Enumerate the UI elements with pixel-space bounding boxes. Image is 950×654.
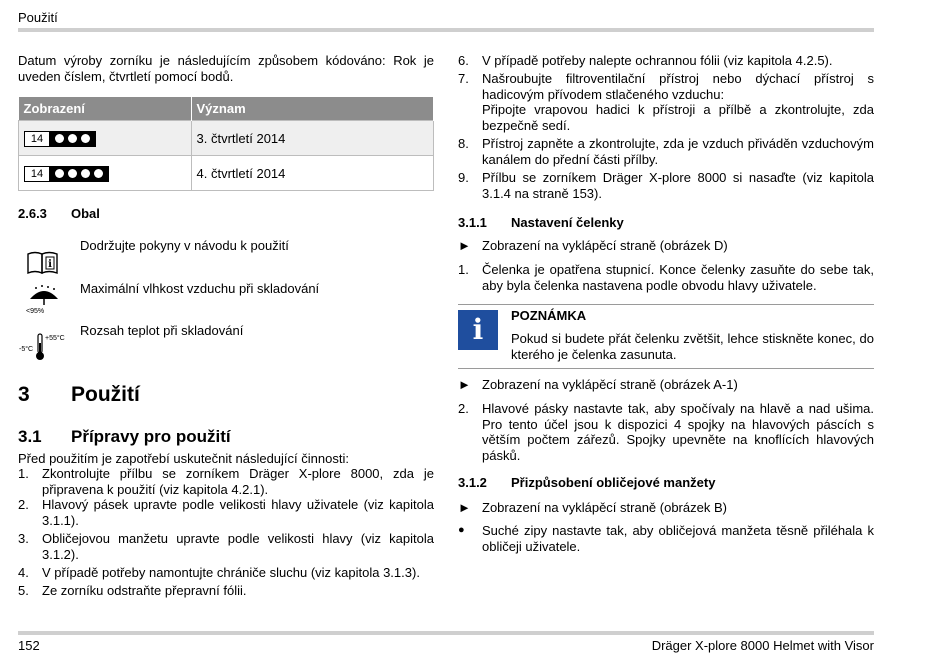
- date-code-table: [18, 97, 434, 191]
- quarter-dots: [50, 132, 95, 146]
- list-number: 6.: [458, 53, 469, 68]
- bullet-text: Suché zipy nastavte tak, aby obličejová manžeta těsně přiléhala k obličeji uživatele.: [482, 523, 874, 554]
- list-number: 9.: [458, 170, 469, 185]
- table-row: [19, 156, 434, 191]
- table-header-display: Zobrazení: [19, 97, 192, 121]
- list-text: Hlavové pásky nastavte tak, aby spočívaly na hlavě a nad ušima. Pro tento účel jsou k dispozici 4 spojky na hlavových páscích s větším počtem zářezů. Spojky upevněte na knoflících hlavových pásků.: [482, 401, 874, 463]
- section-title: Přípravy pro použití: [71, 427, 231, 446]
- table-row: [19, 121, 434, 156]
- chapter-title: Použití: [71, 383, 140, 406]
- list-item: [18, 583, 434, 599]
- quarter-dot: [94, 169, 103, 178]
- view-reference-d: [458, 238, 874, 254]
- temperature-high-label: +55°C: [45, 335, 65, 342]
- arrow-icon: ►: [458, 377, 471, 392]
- list-text: Přístroj zapněte a zkontrolujte, zda je vzduch přiváděn vzduchovým kanálem do přední části přílby.: [482, 136, 874, 167]
- list-number: 5.: [18, 583, 29, 598]
- manual-book-icon: [26, 250, 60, 276]
- list-number: 4.: [18, 565, 29, 580]
- packaging-text-temperature: Rozsah teplot při skladování: [80, 323, 244, 338]
- section-number: 3.1: [18, 427, 42, 446]
- list-number: 3.: [18, 531, 29, 546]
- prep-intro: Před použitím je zapotřebí uskutečnit následující činnosti:: [18, 451, 349, 466]
- list-text: Ze zorníku odstraňte přepravní fólii.: [42, 583, 247, 598]
- date-code-year: 14: [25, 167, 50, 181]
- list-item: [458, 136, 874, 167]
- quarter-dot: [81, 169, 90, 178]
- section-title: Obal: [71, 206, 100, 221]
- list-text: Obličejovou manžetu upravte podle velikosti hlavy (viz kapitola 3.1.2).: [42, 531, 434, 562]
- section-title: Nastavení čelenky: [511, 215, 624, 230]
- humidity-label: <95%: [26, 308, 45, 315]
- section-number: 2.6.3: [18, 206, 47, 221]
- view-reference-text: Zobrazení na vyklápěcí straně (obrázek D): [482, 238, 728, 253]
- quarter-dot: [68, 134, 77, 143]
- quarter-dot: [55, 134, 64, 143]
- section-number: 3.1.1: [458, 215, 487, 230]
- list-number: 2.: [458, 401, 469, 416]
- page-number: 152: [18, 638, 40, 653]
- list-text: Zkontrolujte přílbu se zorníkem Dräger X-plore 8000, zda je připravena k použití (viz kapitola 4.2.1).: [42, 466, 434, 497]
- table-header-meaning: Význam: [191, 97, 434, 121]
- list-item: [18, 531, 434, 562]
- meaning-cell: 4. čtvrtletí 2014: [191, 156, 434, 191]
- arrow-icon: ►: [458, 500, 471, 515]
- date-code-cell: [19, 121, 192, 156]
- section-heading-3-1-1: [458, 215, 624, 230]
- list-text: V případě potřeby namontujte chrániče sluchu (viz kapitola 3.1.3).: [42, 565, 420, 580]
- list-text: Hlavový pásek upravte podle velikosti hlavy uživatele (viz kapitola 3.1.1).: [42, 497, 434, 528]
- svg-text:i: i: [48, 259, 52, 270]
- list-text-extra: Připojte vrapovou hadici k přístroji a přílbě a zkontrolujte, zda bezpečně sedí.: [482, 102, 874, 133]
- view-reference-b: [458, 500, 874, 516]
- view-reference-text: Zobrazení na vyklápěcí straně (obrázek B): [482, 500, 727, 515]
- list-number: 2.: [18, 497, 29, 512]
- arrow-icon: ►: [458, 238, 471, 253]
- info-icon: i: [458, 310, 498, 350]
- date-code-cell: [19, 156, 192, 191]
- list-item: [18, 565, 434, 581]
- view-reference-a1: [458, 377, 874, 393]
- date-code-symbol: [24, 131, 96, 147]
- list-number: 1.: [18, 466, 29, 481]
- list-number: 8.: [458, 136, 469, 151]
- packaging-text-humidity: Maximální vlhkost vzduchu při skladování: [80, 281, 320, 296]
- bullet-item: [458, 523, 874, 554]
- list-item: [18, 497, 434, 528]
- list-text: Čelenka je opatřena stupnicí. Konce čelenky zasuňte do sebe tak, aby byla čelenka nastavena podle obvodu hlavy uživatele.: [482, 262, 874, 293]
- list-item: [458, 53, 874, 69]
- quarter-dot: [68, 169, 77, 178]
- header-rule: [18, 28, 874, 32]
- list-item: [458, 170, 874, 201]
- quarter-dots: [50, 167, 108, 181]
- section-heading-2-6-3: [18, 206, 100, 221]
- view-reference-text: Zobrazení na vyklápěcí straně (obrázek A-1): [482, 377, 738, 392]
- note-top-rule: [458, 304, 874, 305]
- page-header-title: Použití: [18, 10, 58, 25]
- list-item: [18, 466, 434, 497]
- section-title: Přizpůsobení obličejové manžety: [511, 475, 716, 490]
- meaning-cell: 3. čtvrtletí 2014: [191, 121, 434, 156]
- date-code-symbol: [24, 166, 109, 182]
- chapter-number: 3: [18, 383, 30, 406]
- section-heading-3-1-2: [458, 475, 715, 490]
- note-bottom-rule: [458, 368, 874, 369]
- quarter-dot: [55, 169, 64, 178]
- note-title: POZNÁMKA: [511, 308, 587, 323]
- intro-paragraph: Datum výroby zorníku je následujícím způsobem kódováno: Rok je uveden číslem, čtvrtletí pomocí bodů.: [18, 53, 434, 84]
- list-number: 7.: [458, 71, 469, 86]
- bullet-icon: ●: [458, 524, 465, 536]
- chapter-heading: [18, 383, 140, 407]
- note-text: Pokud si budete přát čelenku zvětšit, lehce stiskněte konec, do kterého je čelenka zasunuta.: [511, 331, 874, 362]
- temperature-low-label: -5°C: [19, 346, 34, 353]
- list-item: [458, 71, 874, 133]
- date-code-year: 14: [25, 132, 50, 146]
- footer-title: Dräger X-plore 8000 Helmet with Visor: [651, 638, 874, 653]
- list-text: Přílbu se zorníkem Dräger X-plore 8000 si nasaďte (viz kapitola 3.1.4 na straně 153).: [482, 170, 874, 201]
- footer-rule: [18, 631, 874, 635]
- list-text: Našroubujte filtroventilační přístroj nebo dýchací přístroj s hadicovým přívodem stlačeného vzduchu:: [482, 71, 874, 102]
- list-text: V případě potřeby nalepte ochrannou fólii (viz kapitola 4.2.5).: [482, 53, 833, 68]
- packaging-text-manual: Dodržujte pokyny v návodu k použití: [80, 238, 289, 253]
- list-number: 1.: [458, 262, 469, 277]
- list-item: [458, 401, 874, 463]
- section-number: 3.1.2: [458, 475, 487, 490]
- section-heading-3-1: [18, 427, 231, 447]
- quarter-dot: [81, 134, 90, 143]
- humidity-umbrella-icon: [28, 285, 60, 307]
- list-item: [458, 262, 874, 293]
